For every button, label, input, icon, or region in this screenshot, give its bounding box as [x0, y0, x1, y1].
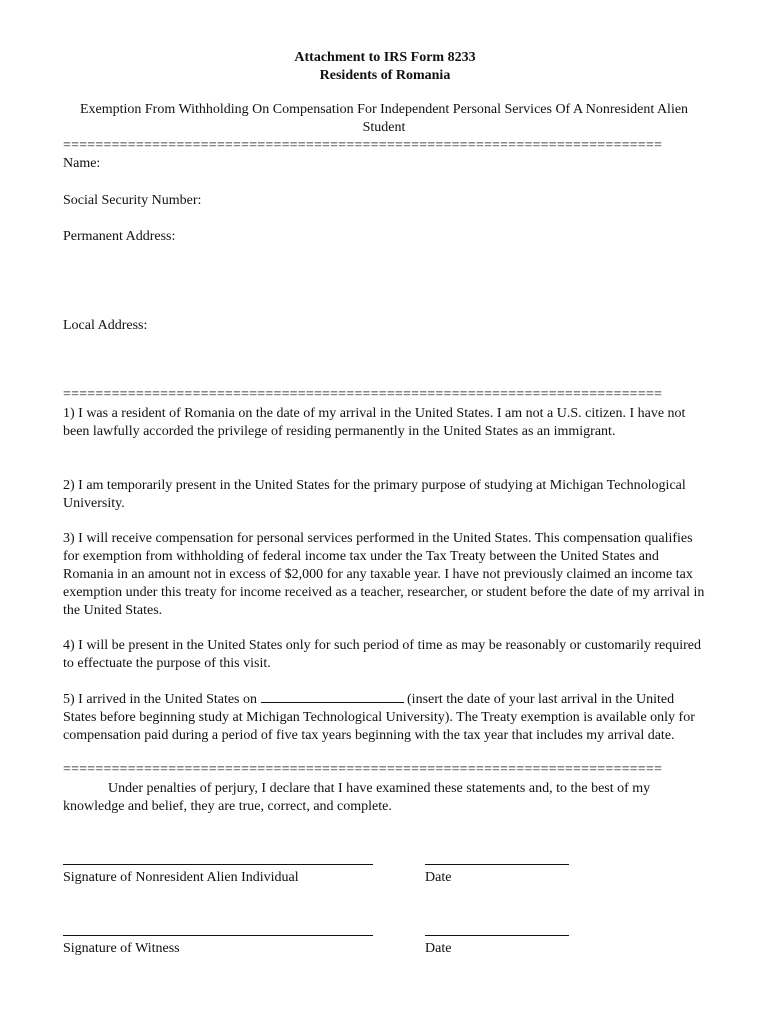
form-title: Attachment to IRS Form 8233: [294, 50, 476, 65]
witness-date-line[interactable]: [425, 935, 569, 936]
alien-date-label: Date: [425, 870, 452, 885]
alien-date-line[interactable]: [425, 864, 569, 865]
separator-rule: ==========================================================================: [63, 388, 663, 402]
form-description: Exemption From Withholding On Compensation For Independent Personal Services Of A Nonresident Alien Student: [79, 102, 689, 135]
ssn-field-label: Social Security Number:: [63, 193, 202, 208]
alien-signature-label: Signature of Nonresident Alien Individual: [63, 870, 299, 885]
perjury-declaration: Under penalties of perjury, I declare that I have examined these statements and, to the best of my knowledge and belief, they are true, correct, and complete.: [63, 781, 651, 814]
form-subtitle-country: Residents of Romania: [319, 68, 451, 83]
local-address-label: Local Address:: [63, 318, 148, 333]
arrival-date-blank[interactable]: [261, 690, 404, 703]
witness-signature-label: Signature of Witness: [63, 941, 180, 956]
statement-3: 3) I will receive compensation for personal services performed in the United States. This compensation qualifies for exemption from withholding of federal income tax under the Tax Treaty between the United States and Romania in an amount not in excess of $2,000 for any taxable year. I have not previously claimed an income tax exemption under this treaty for income received as a teacher, researcher, or student before the date of my arrival in the United States.: [63, 531, 705, 618]
separator-rule: ==========================================================================: [63, 763, 663, 777]
statement-2: 2) I am temporarily present in the United States for the primary purpose of studying at Michigan Technological University.: [63, 478, 686, 511]
witness-signature-line[interactable]: [63, 935, 373, 936]
witness-date-label: Date: [425, 941, 452, 956]
statement-4: 4) I will be present in the United States only for such period of time as may be reasonably or customarily required to effectuate the purpose of this visit.: [63, 638, 701, 671]
statement-5-end: (insert the date of your last arrival in the United States before beginning study at Michigan Technological University). The Treaty exemption is available only for compensation paid during a period of five tax years beginning with the tax year that includes my arrival date.: [63, 692, 695, 743]
statement-5-start: 5) I arrived in the United States on: [63, 692, 261, 707]
permanent-address-label: Permanent Address:: [63, 229, 176, 244]
name-field-label: Name:: [63, 156, 101, 171]
statement-5: [63, 690, 705, 745]
statement-1: 1) I was a resident of Romania on the date of my arrival in the United States. I am not a U.S. citizen. I have not been lawfully accorded the privilege of residing permanently in the United States as an immigrant.: [63, 406, 686, 439]
alien-signature-line[interactable]: [63, 864, 373, 865]
separator-rule: ==========================================================================: [63, 139, 663, 153]
